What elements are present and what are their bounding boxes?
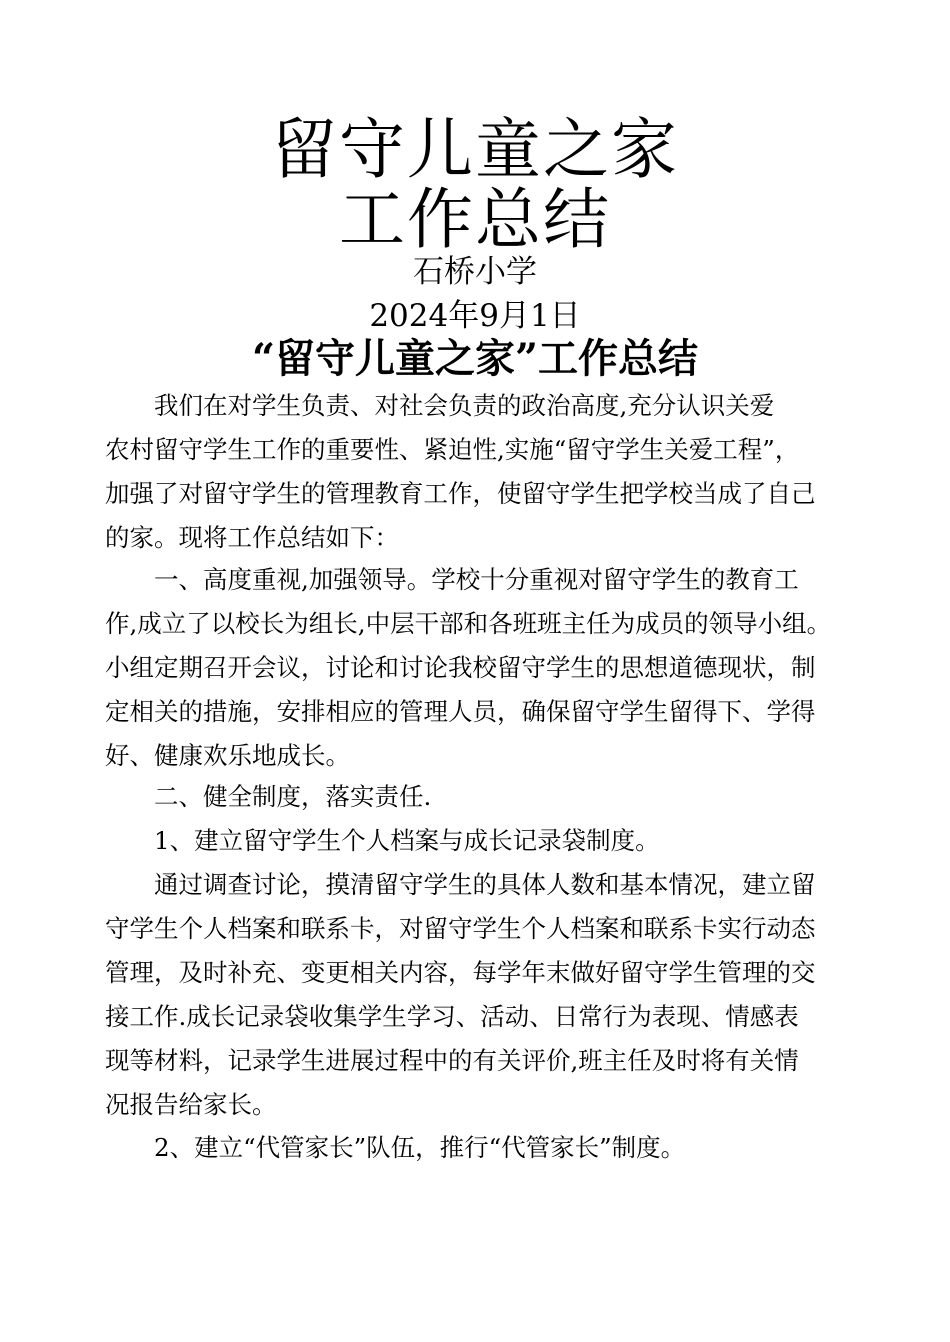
- paragraph-item-one: [105, 822, 865, 866]
- text-line: 的家。现将工作总结如下：: [105, 523, 399, 552]
- paragraph-item-two: [105, 1129, 865, 1173]
- text-line: 1、建立留守学生个人档案与成长记录袋制度。: [105, 826, 660, 855]
- text-line: 2、建立“代管家长”队伍，推行“代管家长”制度。: [105, 1133, 686, 1162]
- text-line: 我们在对学生负责、对社会负责的政治高度,充分认识关爱: [105, 391, 775, 420]
- text-line: 加强了对留守学生的管理教育工作，使留守学生把学校当成了自己: [105, 479, 816, 508]
- text-line: 农村留守学生工作的重要性、紧迫性,实施“留守学生关爱工程”，: [105, 435, 800, 464]
- paragraph-item-one-detail: [105, 866, 865, 1130]
- cover-title-line1: 留守儿童之家: [271, 111, 679, 188]
- text-line: 一、高度重视,加强领导。学校十分重视对留守学生的教育工: [105, 565, 799, 594]
- paragraph-intro: [105, 387, 865, 563]
- cover-date: 2024年9月1日: [369, 298, 581, 334]
- text-line: 现等材料，记录学生进展过程中的有关评价,班主任及时将有关情: [105, 1046, 799, 1075]
- cover-title-line2: 工作总结: [339, 181, 611, 258]
- document-heading: “留守儿童之家”工作总结: [251, 335, 698, 382]
- text-line: 管理，及时补充、变更相关内容，每学年末做好留守学生管理的交: [105, 958, 816, 987]
- text-line: 况报告给家长。: [105, 1090, 277, 1119]
- text-line: 守学生个人档案和联系卡，对留守学生个人档案和联系卡实行动态: [105, 914, 816, 943]
- text-line: 二、健全制度，落实责任.: [105, 782, 432, 811]
- paragraph-section-two: [105, 778, 865, 822]
- cover-school-name: 石桥小学: [413, 254, 537, 290]
- text-line: 小组定期召开会议，讨论和讨论我校留守学生的思想道德现状，制: [105, 653, 816, 682]
- text-line: 定相关的措施，安排相应的管理人员，确保留守学生留得下、学得: [105, 697, 816, 726]
- text-line: 作,成立了以校长为组长,中层干部和各班班主任为成员的领导小组。: [105, 609, 832, 638]
- text-line: 接工作.成长记录袋收集学生学习、活动、日常行为表现、情感表: [105, 1002, 799, 1031]
- text-line: 通过调查讨论，摸清留守学生的具体人数和基本情况，建立留: [105, 870, 816, 899]
- text-line: 好、健康欢乐地成长。: [105, 741, 350, 770]
- paragraph-section-one: [105, 561, 865, 781]
